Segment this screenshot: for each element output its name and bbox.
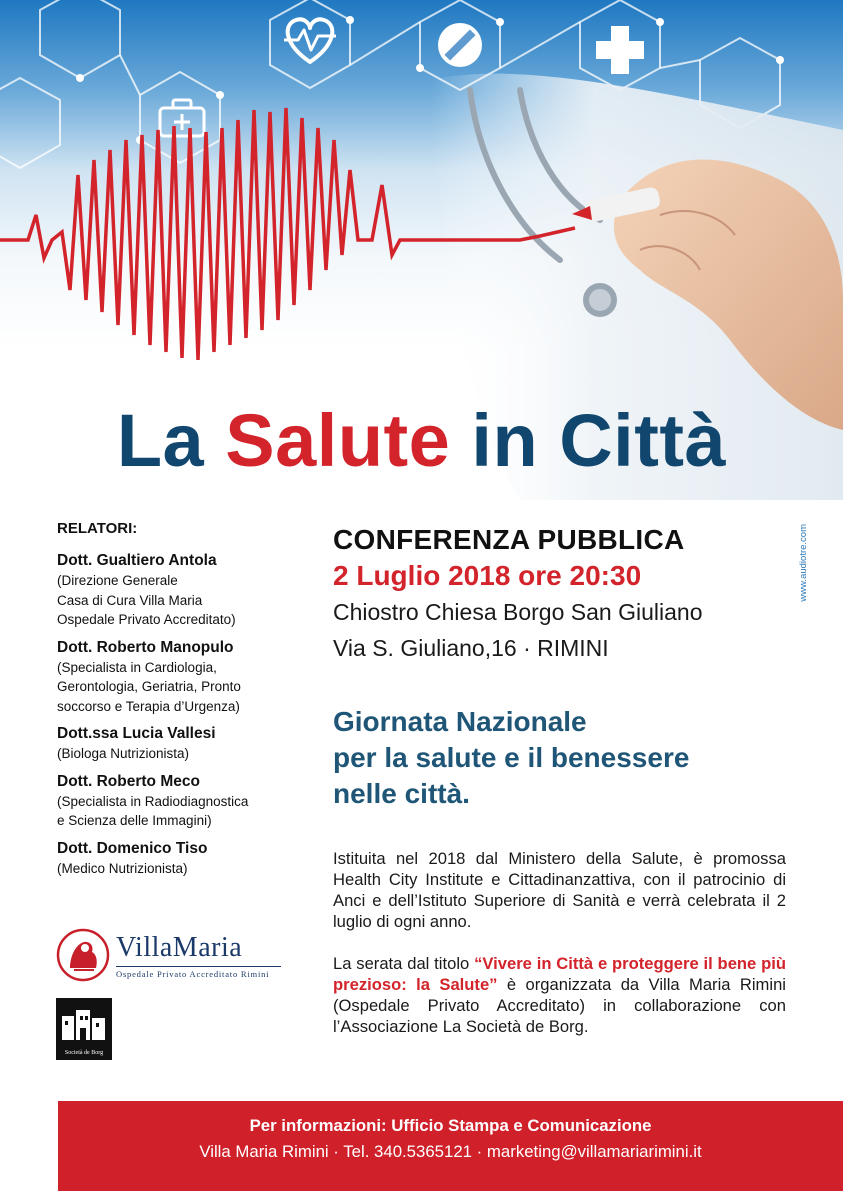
villamaria-rule (116, 966, 281, 967)
title-part-citta: in Città (471, 399, 727, 482)
heart-monitor-icon (284, 19, 336, 62)
speaker-role: (Medico Nutrizionista) (57, 860, 188, 876)
page-title (0, 396, 843, 486)
speaker-item (57, 724, 297, 764)
pill-icon (438, 23, 482, 67)
borg-caption: Società de Borg (64, 1050, 104, 1056)
speakers-list (57, 520, 297, 886)
designer-credit (796, 524, 820, 654)
event-address: Via S. Giuliano,16 · RIMINI (333, 635, 609, 661)
speaker-item (57, 638, 297, 717)
organizer-paragraph (333, 953, 786, 1037)
speaker-name: Dott. Roberto Manopulo (57, 638, 234, 656)
evening-title-highlight: “Vivere in Città e proteggere il bene più prezioso: la Salute” (333, 954, 786, 994)
villamaria-name: VillaMaria (116, 932, 243, 963)
cross-icon (596, 26, 644, 74)
speaker-item (57, 839, 297, 879)
borg-houses-icon (56, 1002, 112, 1048)
medkit-icon (160, 100, 204, 136)
credit-text: www.audiotre.com (798, 524, 809, 602)
event-date: 2 Luglio 2018 ore 20:30 (333, 560, 642, 591)
speaker-name: Dott. Gualtiero Antola (57, 552, 217, 569)
footer-contact-details: Villa Maria Rimini · Tel. 340.5365121 · marketing@villamariarimini.it (199, 1142, 702, 1161)
footer-info-heading: Per informazioni: Ufficio Stampa e Comunicazione (249, 1116, 652, 1135)
subtitle-line: Giornata Nazionale (333, 706, 587, 737)
speaker-name: Dott. Roberto Meco (57, 772, 200, 790)
societa-de-borg-logo (56, 998, 112, 1060)
speaker-name: Dott.ssa Lucia Vallesi (57, 725, 216, 742)
description-paragraph: Istituita nel 2018 dal Ministero della Salute, è promossa Health City Institute e Cittadinanzattiva, con il patrocinio di Anci e dell’Istituto Superiore di Sanità e verrà celebrata il 2 luglio di ogni anno. (333, 849, 786, 931)
event-type: CONFERENZA PUBBLICA (333, 524, 685, 555)
event-venue: Chiostro Chiesa Borgo San Giuliano (333, 599, 703, 625)
speaker-item (57, 551, 297, 630)
organizer-intro: La serata dal titolo (333, 954, 475, 973)
speaker-item (57, 772, 297, 831)
speaker-role: (Specialista in Radiodiagnostica e Scienza delle Immagini) (57, 793, 249, 828)
contact-footer (58, 1101, 843, 1191)
subtitle-line: nelle città. (333, 778, 470, 809)
title-part-la: La (116, 399, 205, 482)
organizer-details: è organizzata da Villa Maria Rimini (Ospedale Privato Accreditato) in collaborazione con l’Associazione La Società de Borg. (333, 975, 786, 1036)
subtitle-line: per la salute e il benessere (333, 742, 690, 773)
villamaria-subtitle: Ospedale Privato Accreditato Rimini (116, 969, 270, 979)
event-subtitle (333, 704, 803, 812)
event-info (333, 522, 793, 666)
speaker-name: Dott. Domenico Tiso (57, 839, 208, 857)
villamaria-logo (56, 928, 286, 984)
speaker-role: (Specialista in Cardiologia, Gerontologia, Geriatria, Pronto soccorso e Terapia d’Urgenza) (57, 659, 241, 714)
speaker-role: (Direzione Generale Casa di Cura Villa Maria Ospedale Privato Accreditato) (57, 573, 236, 627)
speakers-heading: RELATORI: (57, 520, 138, 537)
speaker-role: (Biologa Nutrizionista) (57, 746, 190, 761)
villamaria-emblem-icon (56, 928, 110, 982)
title-part-salute: Salute (225, 399, 451, 482)
